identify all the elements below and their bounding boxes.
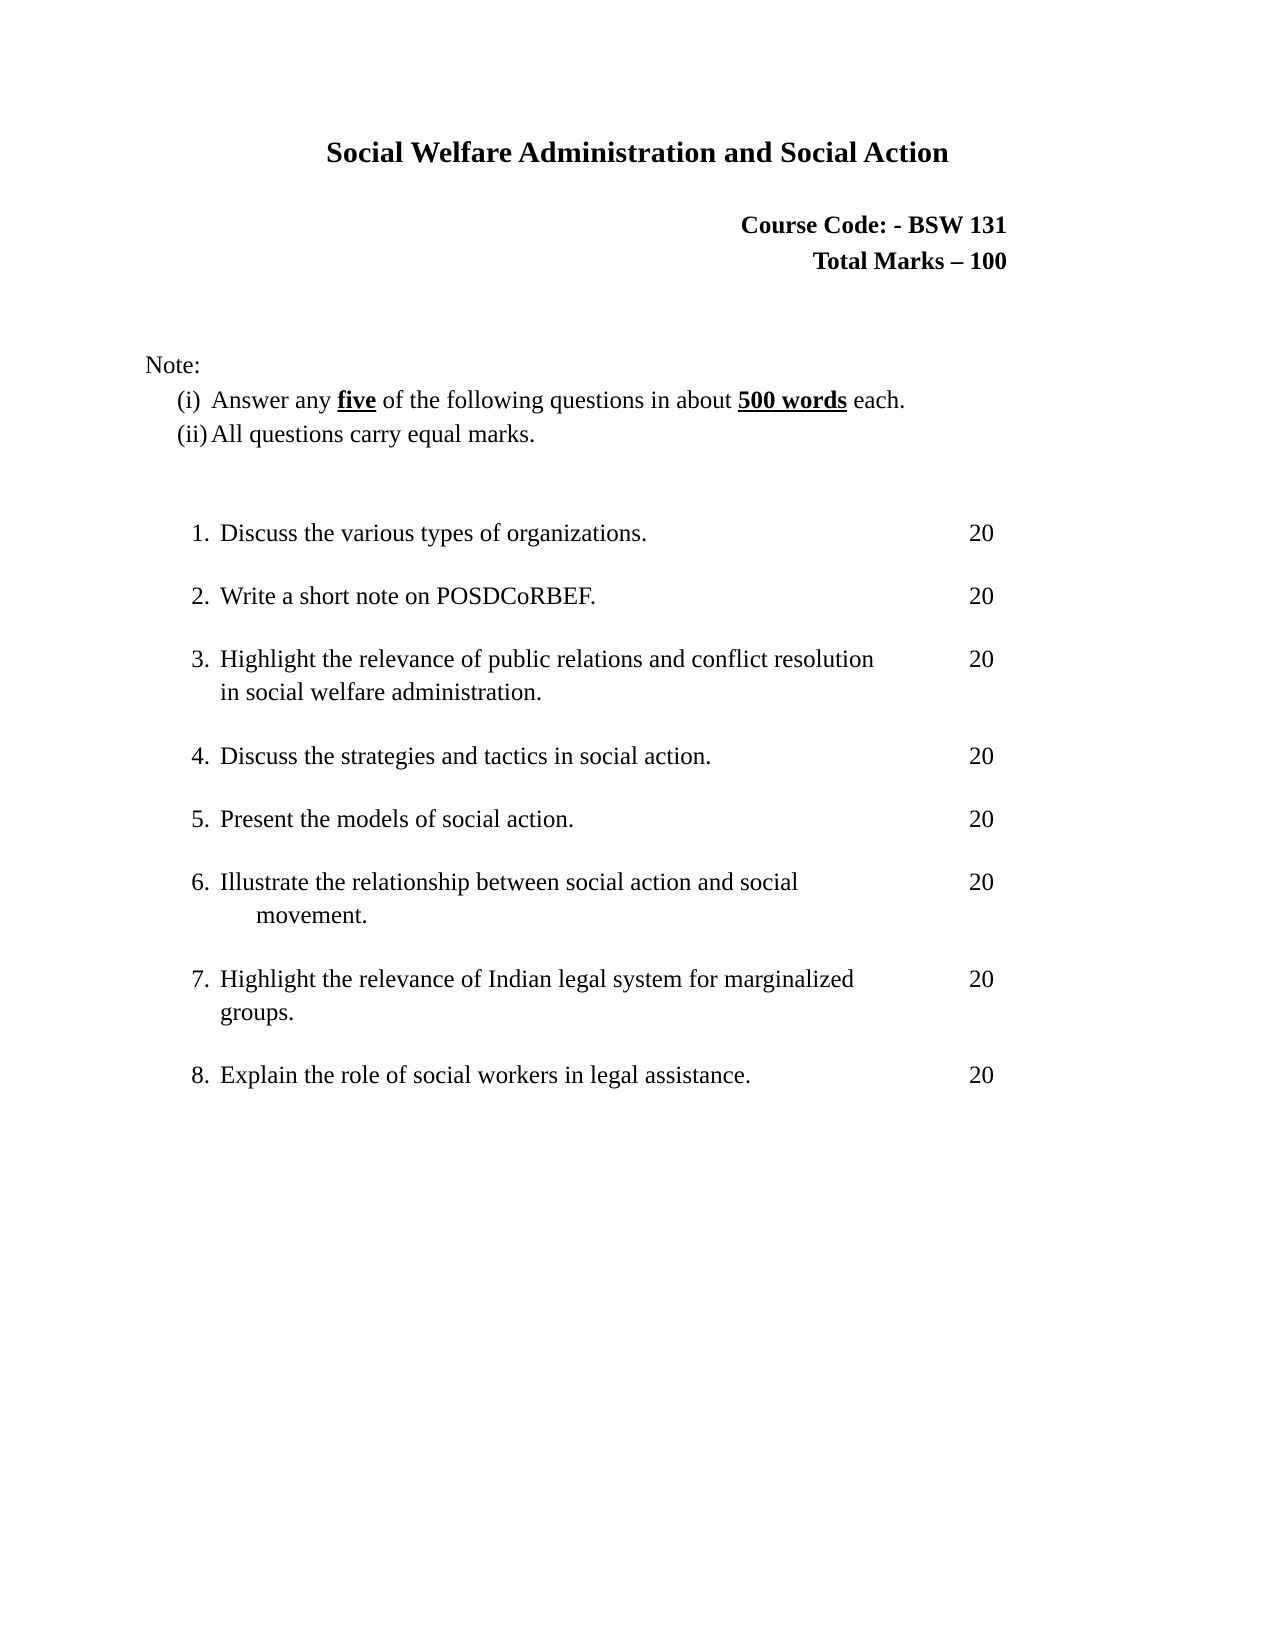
question-marks: 20: [969, 965, 994, 993]
question-row: [178, 517, 1013, 550]
total-marks: Total Marks – 100: [812, 247, 1007, 275]
course-meta: [0, 208, 1275, 279]
question-row: [178, 580, 1013, 613]
note-label: Note:: [145, 352, 201, 379]
question-text-line1: Highlight the relevance of Indian legal system for marginalized: [220, 965, 855, 993]
note-text-1: [211, 384, 1275, 419]
question-number: 7.: [191, 965, 210, 993]
question-text: Discuss the strategies and tactics in social action.: [220, 742, 712, 770]
note-text-2: All questions carry equal marks.: [211, 421, 536, 448]
question-number: 1.: [191, 519, 210, 547]
question-number: 8.: [191, 1062, 210, 1089]
question-text: [220, 866, 969, 933]
question-text-line2: in social welfare administration.: [220, 679, 543, 707]
questions-list: [0, 517, 1275, 1093]
question-marks: 20: [969, 582, 994, 610]
note-item-2: [145, 418, 1275, 453]
page-title: Social Welfare Administration and Social Action: [326, 136, 949, 169]
question-text: Write a short note on POSDCoRBEF.: [220, 582, 597, 610]
course-code: Course Code: - BSW 131: [740, 212, 1007, 239]
note-1-emphasis-words: 500 words: [738, 386, 848, 414]
question-row: [178, 1059, 1013, 1092]
question-text-line2: movement.: [256, 902, 368, 930]
note-marker-1: (i): [177, 386, 201, 414]
question-text: [220, 643, 969, 710]
question-marks: 20: [969, 646, 994, 673]
note-item-1: [145, 384, 1275, 419]
note-1-middle: of the following questions in about: [376, 386, 739, 414]
question-text-line2: groups.: [220, 998, 295, 1026]
question-marks: 20: [969, 805, 994, 833]
question-marks: 20: [969, 869, 994, 896]
question-number: 6.: [191, 869, 210, 896]
question-row: [178, 803, 1013, 836]
note-1-after: each.: [847, 386, 906, 414]
note-1-before: Answer any: [211, 386, 338, 414]
question-number: 4.: [191, 742, 210, 770]
note-marker-2: (ii): [177, 421, 208, 448]
question-row: [178, 963, 1013, 1030]
question-text-line1: Illustrate the relationship between social action and social: [220, 869, 799, 896]
note-1-emphasis-five: five: [337, 386, 377, 414]
question-row: [178, 866, 1013, 933]
question-text: [220, 963, 969, 1030]
question-text-line1: Highlight the relevance of public relations and conflict resolution: [220, 646, 874, 673]
question-text: Explain the role of social workers in legal assistance.: [220, 1062, 752, 1089]
question-number: 3.: [191, 646, 210, 673]
question-row: [178, 643, 1013, 710]
question-marks: 20: [969, 519, 994, 547]
note-block: [0, 349, 1275, 453]
question-marks: 20: [969, 1062, 994, 1089]
question-number: 5.: [191, 805, 210, 833]
question-number: 2.: [191, 582, 210, 610]
question-text: Present the models of social action.: [220, 805, 575, 833]
question-row: [178, 740, 1013, 773]
question-text: Discuss the various types of organizations.: [220, 519, 648, 547]
question-marks: 20: [969, 742, 994, 770]
